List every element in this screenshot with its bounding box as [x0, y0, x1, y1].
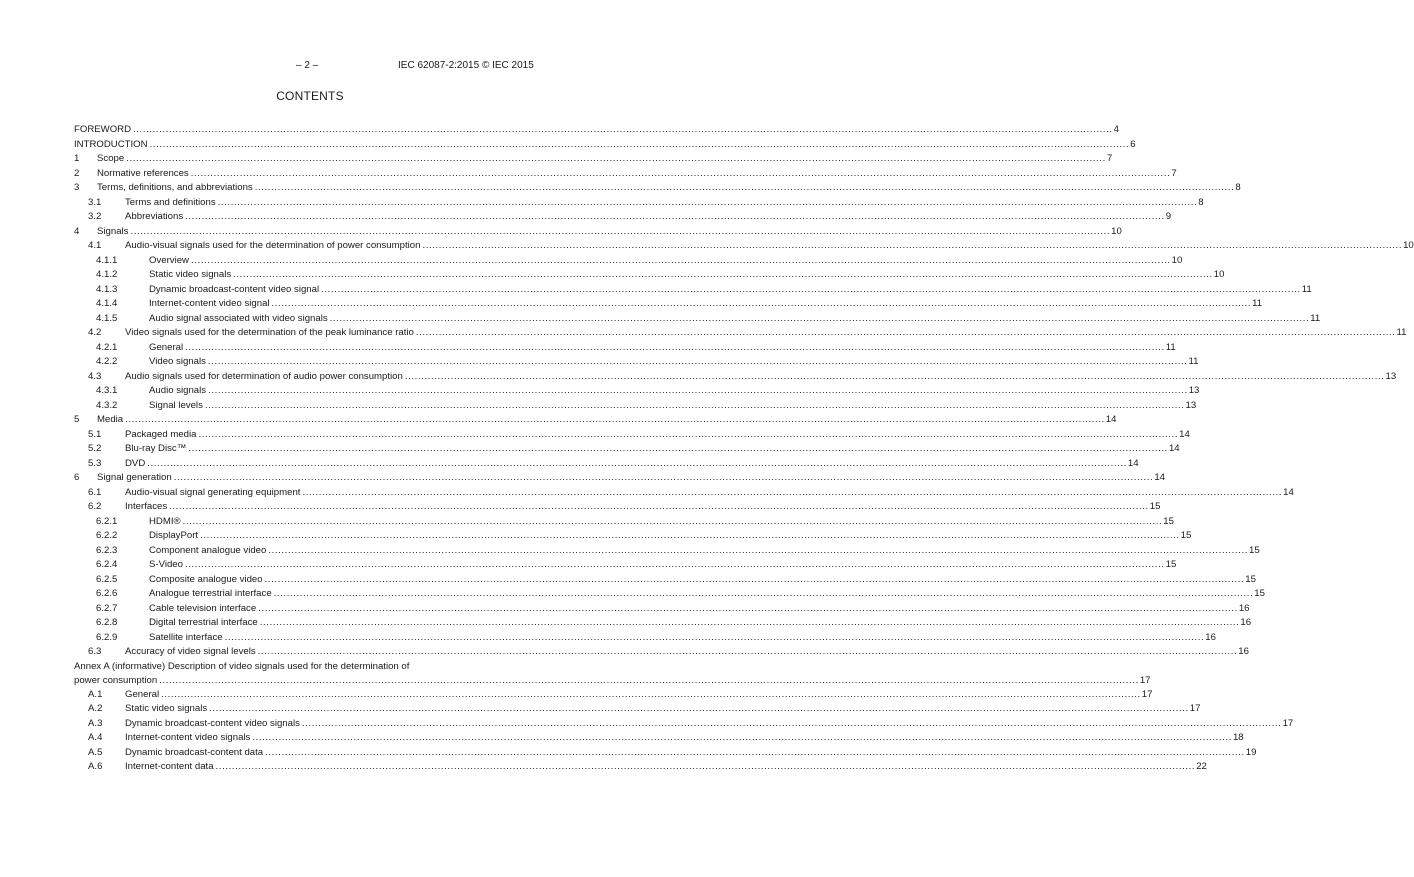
toc-leader-dots: ............................................................................................................................................................................................................................................................................................................: [169, 501, 1149, 512]
toc-entry[interactable]: [74, 123, 1120, 138]
toc-entry-label: Video signals used for the determination of the peak luminance ratio: [125, 327, 414, 338]
toc-leader-dots: ............................................................................................................................................................................................................................................................................................................: [321, 283, 1301, 295]
toc-entry-number: 6.2.4: [96, 559, 118, 570]
toc-entry-number: 4.1.3: [96, 283, 118, 295]
toc-entry[interactable]: [74, 196, 1204, 211]
toc-entry-label: Terms, definitions, and abbreviations: [97, 182, 253, 193]
toc-leader-dots: ............................................................................................................................................................................................................................................................................................................: [259, 617, 1240, 628]
toc-entry-label: Audio signal associated with video signals: [149, 312, 328, 324]
toc-entry[interactable]: [74, 558, 1177, 573]
toc-entry-page: 15: [1245, 573, 1256, 585]
toc-entry[interactable]: [74, 457, 1139, 472]
toc-entry-label: Dynamic broadcast-content video signal: [149, 283, 320, 295]
toc-entry-label: Packaged media: [125, 428, 197, 440]
toc-entry-label: Audio signals used for determination of audio power consumption: [125, 370, 403, 382]
toc-entry-number: 4.1.4: [96, 298, 118, 309]
toc-entry-page: 11: [1188, 356, 1199, 367]
toc-leader-dots: ............................................................................................................................................................................................................................................................................................................: [422, 240, 1403, 251]
toc-entry[interactable]: [74, 167, 1177, 182]
toc-entry-label: Composite analogue video: [149, 573, 263, 585]
toc-entry-label: Static video signals: [125, 703, 208, 714]
toc-entry-page: 16: [1205, 631, 1216, 643]
toc-entry-label: Terms and definitions: [125, 196, 216, 208]
toc-entry-number: A.3: [88, 717, 103, 729]
toc-entry-number: 4: [74, 225, 80, 237]
toc-entry-number: 6.2.6: [96, 588, 118, 599]
toc-leader-dots: ............................................................................................................................................................................................................................................................................................................: [130, 225, 1111, 237]
toc-entry[interactable]: [74, 660, 545, 674]
toc-entry[interactable]: [74, 341, 1176, 356]
toc-entry-label: Media: [97, 414, 124, 425]
toc-leader-dots: ............................................................................................................................................................................................................................................................................................................: [200, 530, 1180, 541]
toc-entry-number: 6.2: [88, 501, 102, 512]
toc-leader-dots: ............................................................................................................................................................................................................................................................................................................: [224, 631, 1205, 643]
toc-leader-dots: ............................................................................................................................................................................................................................................................................................................: [233, 269, 1213, 280]
toc-entry-page: 6: [1130, 138, 1136, 150]
toc-entry[interactable]: [74, 702, 1201, 717]
toc-entry[interactable]: [74, 138, 1136, 153]
toc-entry[interactable]: [74, 413, 1117, 428]
page-title: CONTENTS: [276, 89, 344, 103]
toc-entry-number: 4.3: [88, 370, 102, 382]
toc-leader-dots: ............................................................................................................................................................................................................................................................................................................: [268, 544, 1248, 556]
toc-entry-page: 4: [1113, 124, 1120, 135]
toc-entry-page: 16: [1240, 617, 1252, 628]
toc-entry-label: Annex A (informative) Description of video signals used for the determination of: [74, 660, 410, 672]
toc-entry-page: 11: [1301, 283, 1312, 295]
toc-entry-label: DVD: [125, 457, 146, 469]
toc-entry-number: 5: [74, 414, 80, 425]
toc-entry-page: 13: [1185, 399, 1197, 411]
toc-entry-page: 15: [1180, 530, 1192, 541]
toc-entry-page: 9: [1165, 211, 1172, 222]
toc-leader-dots: ............................................................................................................................................................................................................................................................................................................: [273, 588, 1254, 599]
toc-entry-number: 4.1.1: [96, 254, 118, 266]
toc-entry-label: FOREWORD: [74, 124, 132, 135]
toc-leader-dots: ............................................................................................................................................................................................................................................................................................................: [271, 298, 1252, 309]
toc-entry-page: 14: [1127, 457, 1139, 469]
toc-entry-label: Signal generation: [97, 472, 172, 483]
toc-entry[interactable]: [74, 717, 1294, 732]
toc-entry-page: 14: [1283, 486, 1294, 498]
toc-entry-page: 13: [1385, 370, 1397, 382]
toc-entry[interactable]: [74, 399, 1197, 414]
toc-entry-page: 17: [1139, 674, 1151, 686]
toc-entry-number: A.2: [88, 703, 103, 714]
toc-entry-label: Signals: [97, 225, 129, 237]
toc-leader-dots: ............................................................................................................................................................................................................................................................................................................: [188, 443, 1168, 454]
toc-entry-label: Digital terrestrial interface: [149, 617, 258, 628]
toc-entry[interactable]: [74, 283, 1312, 298]
toc-leader-dots: ............................................................................................................................................................................................................................................................................................................: [184, 559, 1165, 570]
toc-entry-label: power consumption: [74, 674, 158, 686]
toc-leader-dots: ............................................................................................................................................................................................................................................................................................................: [404, 370, 1385, 382]
toc-leader-dots: ............................................................................................................................................................................................................................................................................................................: [257, 646, 1238, 657]
toc-entry[interactable]: [74, 486, 1294, 501]
toc-entry-label: Audio signals: [149, 385, 207, 396]
toc-entry-number: 4.2.2: [96, 356, 118, 367]
toc-leader-dots: ............................................................................................................................................................................................................................................................................................................: [329, 312, 1310, 324]
toc-entry-number: 3.1: [88, 196, 102, 208]
toc-entry-number: 5.3: [88, 457, 102, 469]
toc-entry-page: 17: [1141, 688, 1153, 700]
toc-leader-dots: ............................................................................................................................................................................................................................................................................................................: [161, 688, 1141, 700]
toc-entry-number: 4.2: [88, 327, 102, 338]
toc-entry-label: Internet-content video signal: [149, 298, 270, 309]
toc-entry-page: 14: [1105, 414, 1117, 425]
toc-entry-label: S-Video: [149, 559, 183, 570]
toc-entry-page: 18: [1232, 732, 1244, 743]
toc-entry[interactable]: [74, 225, 1122, 240]
toc-entry-label: DisplayPort: [149, 530, 199, 541]
toc-entry-number: 6.2.7: [96, 602, 118, 614]
toc-entry[interactable]: [74, 529, 1192, 544]
toc-entry[interactable]: [74, 500, 1161, 515]
toc-entry-page: 22: [1196, 761, 1207, 772]
toc-entry-number: 6.2.3: [96, 544, 118, 556]
toc-entry[interactable]: [74, 239, 1414, 254]
toc-entry[interactable]: [74, 631, 1216, 646]
toc-entry-label: Abbreviations: [125, 211, 184, 222]
toc-entry-page: 14: [1179, 428, 1190, 440]
toc-entry-label: Audio-visual signal generating equipment: [125, 486, 301, 498]
toc-entry-label: HDMI®: [149, 515, 181, 527]
toc-entry-page: 7: [1171, 167, 1177, 179]
toc-entry-label: Analogue terrestrial interface: [149, 588, 272, 599]
toc-entry-label: Scope: [97, 153, 125, 164]
toc-leader-dots: ............................................................................................................................................................................................................................................................................................................: [215, 761, 1196, 772]
toc-leader-dots: ............................................................................................................................................................................................................................................................................................................: [252, 732, 1232, 743]
toc-entry-number: 6: [74, 472, 80, 483]
toc-entry-label: General: [149, 341, 184, 353]
toc-entry-page: 10: [1213, 269, 1225, 280]
toc-entry-page: 16: [1238, 602, 1250, 614]
standard-reference: IEC 62087-2:2015 © IEC 2015: [398, 60, 534, 71]
toc-leader-dots: ............................................................................................................................................................................................................................................................................................................: [190, 167, 1171, 179]
page-number: – 2 –: [296, 60, 319, 71]
toc-entry-label: Video signals: [149, 356, 206, 367]
toc-entry[interactable]: [74, 210, 1172, 225]
toc-entry-number: 4.1: [88, 240, 102, 251]
toc-entry-label: General: [125, 688, 160, 700]
toc-entry[interactable]: [74, 312, 1321, 327]
toc-entry-number: A.6: [88, 761, 103, 772]
toc-entry[interactable]: [74, 471, 1165, 486]
toc-leader-dots: ............................................................................................................................................................................................................................................................................................................: [198, 428, 1179, 440]
toc-entry-page: 15: [1149, 501, 1161, 512]
toc-entry-label: Cable television interface: [149, 602, 257, 614]
toc-leader-dots: ............................................................................................................................................................................................................................................................................................................: [254, 182, 1235, 193]
toc-entry-number: 3.2: [88, 211, 102, 222]
toc-entry-number: 4.1.5: [96, 312, 118, 324]
toc-entry-page: 10: [1171, 254, 1183, 266]
toc-entry-label: INTRODUCTION: [74, 138, 148, 150]
toc-entry-number: 1: [74, 153, 80, 164]
toc-entry-number: A.4: [88, 732, 103, 743]
toc-leader-dots: ............................................................................................................................................................................................................................................................................................................: [415, 327, 1396, 338]
toc-entry[interactable]: [74, 297, 1263, 312]
toc-leader-dots: ............................................................................................................................................................................................................................................................................................................: [190, 254, 1171, 266]
toc-entry[interactable]: [74, 384, 1200, 399]
toc-leader-dots: ............................................................................................................................................................................................................................................................................................................: [302, 486, 1283, 498]
toc-entry-page: 7: [1106, 153, 1113, 164]
toc-entry-number: 6.2.8: [96, 617, 118, 628]
toc-leader-dots: ............................................................................................................................................................................................................................................................................................................: [264, 573, 1245, 585]
toc-leader-dots: ............................................................................................................................................................................................................................................................................................................: [173, 472, 1154, 483]
toc-entry-page: 15: [1165, 559, 1177, 570]
toc-leader-dots: ............................................................................................................................................................................................................................................................................................................: [217, 196, 1198, 208]
toc-entry-page: 11: [1165, 341, 1176, 353]
toc-entry-number: 3: [74, 182, 80, 193]
toc-leader-dots: ............................................................................................................................................................................................................................................................................................................: [209, 703, 1189, 714]
toc-entry[interactable]: [74, 760, 1207, 775]
toc-entry-page: 15: [1254, 588, 1265, 599]
toc-entry-page: 13: [1188, 385, 1200, 396]
toc-entry-label: Signal levels: [149, 399, 203, 411]
toc-entry[interactable]: [74, 746, 1257, 761]
table-of-contents: [74, 123, 1414, 775]
toc-entry-page: 10: [1403, 240, 1414, 251]
toc-entry-number: 6.2.1: [96, 515, 118, 527]
toc-entry-page: 15: [1249, 544, 1260, 556]
toc-entry[interactable]: [74, 731, 1244, 746]
toc-entry-number: 4.2.1: [96, 341, 118, 353]
toc-entry[interactable]: [74, 544, 1260, 559]
toc-entry-page: 14: [1154, 472, 1165, 483]
toc-entry-page: 19: [1245, 746, 1257, 758]
toc-entry[interactable]: [74, 428, 1190, 443]
toc-entry-number: 6.1: [88, 486, 102, 498]
toc-leader-dots: ............................................................................................................................................................................................................................................................................................................: [208, 385, 1188, 396]
toc-entry[interactable]: [74, 326, 1407, 341]
toc-leader-dots: ............................................................................................................................................................................................................................................................................................................: [159, 674, 1139, 686]
toc-entry[interactable]: [74, 573, 1256, 588]
toc-entry-label: Internet-content data: [125, 761, 214, 772]
toc-entry[interactable]: [74, 587, 1265, 602]
toc-entry-number: 4.3.2: [96, 399, 118, 411]
toc-entry[interactable]: [74, 602, 1250, 617]
toc-entry-number: 6.2.2: [96, 530, 118, 541]
toc-entry[interactable]: [74, 152, 1113, 167]
toc-entry-label: Interfaces: [125, 501, 168, 512]
toc-entry-label: Component analogue video: [149, 544, 267, 556]
toc-entry-label: Static video signals: [149, 269, 232, 280]
toc-entry-number: A.1: [88, 688, 103, 700]
toc-entry-label: Normative references: [97, 167, 189, 179]
toc-entry[interactable]: [74, 688, 1153, 703]
toc-entry[interactable]: [74, 370, 1397, 385]
toc-entry-number: 4.3.1: [96, 385, 118, 396]
toc-leader-dots: ............................................................................................................................................................................................................................................................................................................: [204, 399, 1185, 411]
toc-entry-number: 6.2.5: [96, 573, 118, 585]
toc-entry-number: 5.1: [88, 428, 102, 440]
toc-entry-number: 5.2: [88, 443, 102, 454]
toc-entry-number: 6.3: [88, 646, 102, 657]
toc-entry-label: Overview: [149, 254, 189, 266]
toc-entry[interactable]: [74, 674, 1151, 688]
toc-entry[interactable]: [74, 616, 1252, 631]
toc-entry-label: Accuracy of video signal levels: [125, 646, 256, 657]
toc-leader-dots: ............................................................................................................................................................................................................................................................................................................: [149, 138, 1130, 150]
toc-entry-label: Satellite interface: [149, 631, 223, 643]
toc-entry-page: 11: [1252, 298, 1263, 309]
toc-leader-dots: ............................................................................................................................................................................................................................................................................................................: [265, 746, 1245, 758]
toc-leader-dots: ............................................................................................................................................................................................................................................................................................................: [125, 414, 1105, 425]
toc-entry-page: 11: [1396, 327, 1407, 338]
toc-leader-dots: ............................................................................................................................................................................................................................................................................................................: [126, 153, 1106, 164]
toc-entry-number: 4.1.2: [96, 269, 118, 280]
toc-leader-dots: ............................................................................................................................................................................................................................................................................................................: [133, 124, 1113, 135]
toc-entry[interactable]: [74, 442, 1180, 457]
toc-leader-dots: ............................................................................................................................................................................................................................................................................................................: [301, 717, 1282, 729]
toc-entry-number: 6.2.9: [96, 631, 118, 643]
toc-entry[interactable]: [74, 355, 1199, 370]
toc-entry-page: 15: [1163, 515, 1174, 527]
toc-leader-dots: ............................................................................................................................................................................................................................................................................................................: [258, 602, 1238, 614]
toc-leader-dots: ............................................................................................................................................................................................................................................................................................................: [207, 356, 1188, 367]
toc-entry-label: Dynamic broadcast-content video signals: [125, 717, 300, 729]
toc-leader-dots: ............................................................................................................................................................................................................................................................................................................: [185, 211, 1165, 222]
toc-entry-page: 11: [1310, 312, 1321, 324]
toc-entry-page: 8: [1235, 182, 1241, 193]
toc-entry-label: Blu-ray Disc™: [125, 443, 187, 454]
toc-entry-label: Audio-visual signals used for the determination of power consumption: [125, 240, 421, 251]
toc-entry-number: A.5: [88, 746, 103, 758]
toc-entry-page: 8: [1198, 196, 1204, 208]
toc-entry-label: Dynamic broadcast-content data: [125, 746, 264, 758]
toc-leader-dots: ............................................................................................................................................................................................................................................................................................................: [185, 341, 1165, 353]
toc-entry-page: 17: [1189, 703, 1201, 714]
toc-entry-page: 10: [1111, 225, 1122, 237]
toc-entry-number: 2: [74, 167, 80, 179]
toc-entry-page: 16: [1238, 646, 1249, 657]
toc-leader-dots: ............................................................................................................................................................................................................................................................................................................: [182, 515, 1163, 527]
toc-entry[interactable]: [74, 181, 1241, 196]
toc-entry[interactable]: [74, 515, 1174, 530]
toc-leader-dots: ............................................................................................................................................................................................................................................................................................................: [147, 457, 1127, 469]
toc-entry-page: 14: [1168, 443, 1180, 454]
toc-entry-label: Internet-content video signals: [125, 732, 251, 743]
toc-entry[interactable]: [74, 268, 1225, 283]
toc-entry[interactable]: [74, 254, 1183, 269]
toc-entry[interactable]: [74, 645, 1249, 660]
toc-entry-page: 17: [1282, 717, 1294, 729]
